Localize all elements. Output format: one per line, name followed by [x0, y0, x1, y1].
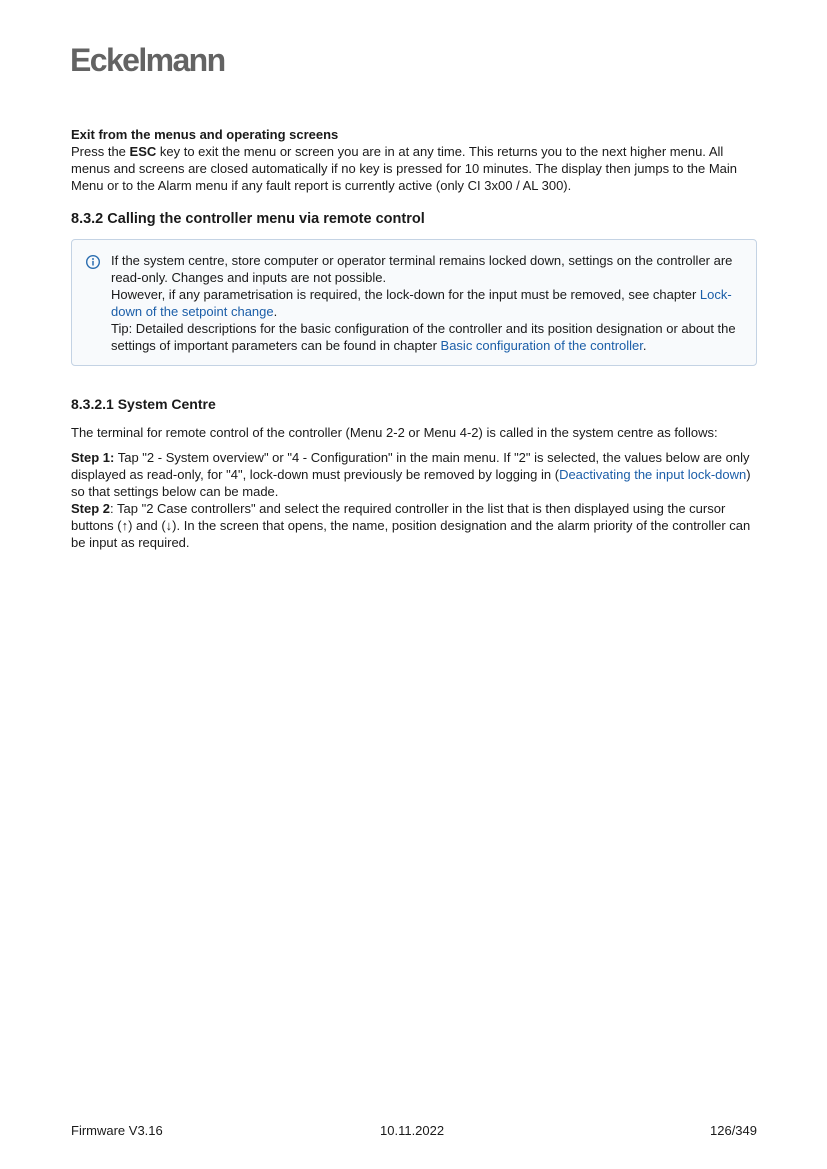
exit-text-post: key to exit the menu or screen you are in at any time. This returns you to the next higher menu. All menus and screens are closed automatically if no key is pressed for 10 minutes. The display then jumps to the Main Menu or to the Alarm menu if any fault report is currently active (only CI 3x00 / AL 300).: [71, 144, 737, 193]
step-2-text: : Tap "2 Case controllers" and select the required controller in the list that is then displayed using the cursor buttons (↑) and (↓). In the screen that opens, the name, position designation and the alarm priority of the controller can be input as required.: [71, 501, 751, 550]
section-heading: [71, 209, 757, 229]
note-line-3-post: .: [642, 338, 647, 353]
subsection-heading: [71, 394, 757, 414]
note-line-2-post: .: [273, 304, 278, 319]
page-footer: [71, 1122, 757, 1140]
note-line-2: [111, 286, 742, 320]
step-1-text-post: ) so that settings below can be made.: [71, 467, 751, 499]
step-2-label: Step 2: [71, 501, 111, 516]
note-line-1: If the system centre, store computer or operator terminal remains locked down, settings on the controller are read-only. Changes and inputs are not possible.: [111, 253, 733, 285]
step-1-label: Step 1:: [71, 450, 115, 465]
intro-paragraph: The terminal for remote control of the controller (Menu 2-2 or Menu 4-2) is called in the system centre as follows:: [71, 425, 718, 440]
lock-down-setpoint-link[interactable]: Lock-down of the setpoint change: [111, 287, 732, 319]
deactivating-lock-down-link[interactable]: Deactivating the input lock-down: [559, 467, 747, 482]
company-logo: Eckelmann: [70, 42, 225, 78]
esc-key: ESC: [129, 144, 157, 159]
footer-page-number: 126/349: [710, 1123, 757, 1138]
subsection-number: 8.3.2.1: [71, 396, 114, 412]
info-icon: [85, 254, 101, 270]
subsection-title: System Centre: [117, 396, 216, 412]
footer-date: 10.11.2022: [380, 1123, 445, 1138]
note-line-3-pre: Tip: Detailed descriptions for the basic configuration of the controller and its position designation or about the settings of important parameters can be found in chapter: [111, 321, 736, 353]
note-line-3: [111, 320, 742, 354]
exit-heading: Exit from the menus and operating screens: [71, 127, 339, 142]
section-number: 8.3.2: [71, 211, 104, 227]
note-line-2-pre: However, if any parametrisation is required, the lock-down for the input must be removed, see chapter: [111, 287, 700, 302]
footer-firmware: Firmware V3.16: [71, 1123, 163, 1138]
basic-configuration-link[interactable]: Basic configuration of the controller: [440, 338, 643, 353]
page-content: [71, 126, 757, 551]
step-1-paragraph: [71, 449, 757, 500]
step-1-text-pre: Tap "2 - System overview" or "4 - Configuration" in the main menu. If "2" is selected, the values below are only displayed as read-only, for "4", lock-down must previously be removed by logging in (: [71, 450, 750, 482]
exit-paragraph: [71, 126, 757, 194]
section-title: Calling the controller menu via remote control: [107, 211, 425, 227]
info-note-box: [71, 239, 757, 366]
step-2-paragraph: [71, 500, 757, 551]
exit-text-pre: Press the: [71, 144, 130, 159]
